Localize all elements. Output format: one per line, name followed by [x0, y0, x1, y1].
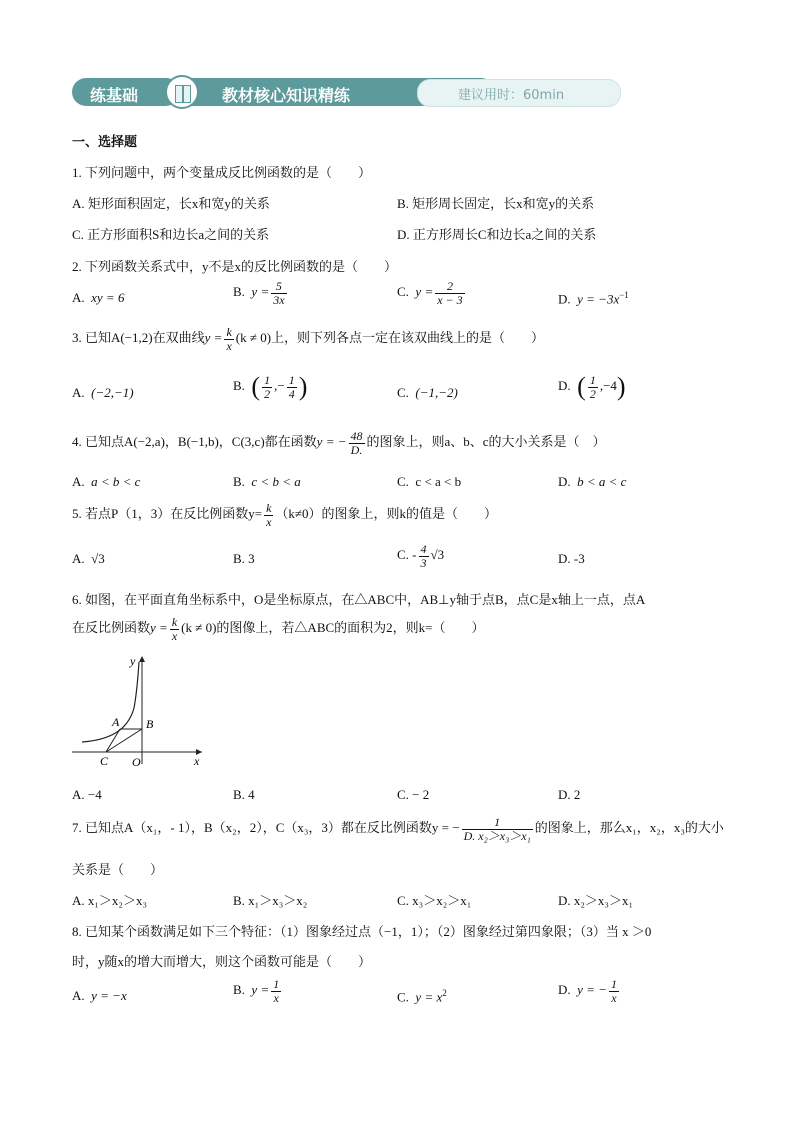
- q3-stem: 3. 已知A(−1,2)在双曲线y = $\frac{k}{x}$ (k ≠ 0)上，则下列各点一定在该双曲线上的是（ ）: [72, 325, 545, 353]
- q7-stem-cont: 关系是（ ）: [72, 862, 164, 877]
- q5-option-b: B. 3: [233, 551, 255, 566]
- q6-line2: 在反比例函数y = $\frac{k}{x}$ (k ≠ 0)的图像上，若△ABC的面积为2，则k=（ ）: [72, 615, 485, 643]
- q2-option-a: A. xy = 6: [72, 290, 125, 305]
- q1-option-a: A. 矩形面积固定，长x和宽y的关系: [72, 196, 270, 211]
- q7-option-c: C. x₃＞x₂＞x₁: [397, 893, 472, 908]
- q4-option-a: A. a < b < c: [72, 474, 141, 489]
- q5-option-d: D. -3: [558, 551, 585, 566]
- q6-line1: 6. 如图，在平面直角坐标系中，O是坐标原点，在△ABC中，AB⊥y轴于点B，点C是x轴上一点，点A: [72, 592, 646, 607]
- section-title: 一、选择题: [72, 135, 138, 150]
- label-o: O: [132, 755, 141, 769]
- q7-option-d: D. x₂＞x₃＞x₁: [558, 893, 633, 908]
- q3-option-c: C. (−1,−2): [397, 385, 458, 400]
- q5-stem: 5. 若点P（1，3）在反比例函数y= $\frac{k}{x}$ （k≠0）的图象上，则k的值是（ ）: [72, 501, 498, 529]
- q6-option-d: D. 2: [558, 787, 581, 802]
- q3-option-a: A. (−2,−1): [72, 385, 134, 400]
- q8-option-a: A. y = −x: [72, 988, 127, 1003]
- q3-option-b: B. ( $\frac{1}{2}$ ,− $\frac{1}{4}$ ): [233, 372, 308, 401]
- q8-line2: 时，y随x的增大而增大，则这个函数可能是（ ）: [72, 954, 372, 969]
- q8-line1: 8. 已知某个函数满足如下三个特征：（1）图象经过点（−1，1）；（2）图象经过第四象限；（3）当 x ＞0: [72, 924, 652, 939]
- q7-option-b: B. x₁＞x₃＞x₂: [233, 893, 308, 908]
- q5-option-c: C. - $\frac{4}{3}$ √3: [397, 542, 445, 570]
- q2-option-c: C. y = $\frac{2}{x - 3}$: [397, 279, 463, 307]
- q8-option-d: D. y = − $\frac{1}{x}$: [558, 977, 617, 1005]
- label-a: A: [112, 715, 120, 729]
- banner-title: 教材核心知识精练: [222, 86, 351, 105]
- segment-cb: [106, 729, 142, 752]
- q8-option-c: C. $y = x^2$: [397, 988, 447, 1005]
- q1-option-c: C. 正方形面积S和边长a之间的关系: [72, 227, 270, 242]
- y-axis-arrow: [139, 656, 145, 662]
- segment-ca: [106, 729, 120, 752]
- banner-left-label: 练基础: [90, 86, 139, 105]
- label-x: x: [194, 754, 200, 768]
- q3-option-d: D. ( $\frac{1}{2}$ ,−4): [558, 372, 626, 401]
- q1-option-b: B. 矩形周长固定，长x和宽y的关系: [397, 196, 595, 211]
- q2-option-d: D. $y = -3x^{-1}$: [558, 290, 629, 307]
- q1-option-d: D. 正方形周长C和边长a之间的关系: [397, 227, 597, 242]
- q4-stem: 4. 已知点A(−2,a)，B(−1,b)，C(3,c)都在函数y = − $\frac{48}{D.}$ 的图象上，则a、b、c的大小关系是（ ）: [72, 429, 606, 457]
- q2-option-b: B. y = $\frac{5}{3x}$: [233, 279, 285, 307]
- q1-stem: 1. 下列问题中，两个变量成反比例函数的是（ ）: [72, 165, 372, 180]
- q6-option-b: B. 4: [233, 787, 255, 802]
- book-icon: [165, 75, 199, 109]
- q7-stem: 7. 已知点A（x₁，- 1），B（x₂，2），C（x₃，3）都在反比例函数y = − $\frac{1}{\text{D. x₂＞x₃＞x₁}}$ 的图象上，那么x₁，x₂，x₃的大小: [72, 815, 724, 843]
- q4-option-d: D. b < a < c: [558, 474, 627, 489]
- q6-option-a: A. −4: [72, 787, 102, 802]
- q6-figure: [70, 652, 210, 772]
- q4-option-b: B. c < b < a: [233, 474, 301, 489]
- header-banner: [72, 75, 620, 109]
- q6-option-c: C. − 2: [397, 787, 430, 802]
- suggested-time: 建议用时：60min: [458, 88, 565, 103]
- label-b: B: [146, 717, 154, 731]
- q2-stem: 2. 下列函数关系式中，y不是x的反比例函数的是（ ）: [72, 259, 398, 274]
- hyperbola-curve: [82, 662, 139, 742]
- q8-option-b: B. y = $\frac{1}{x}$: [233, 977, 280, 1005]
- label-y: y: [130, 654, 136, 668]
- label-c: C: [100, 754, 109, 768]
- q7-option-a: A. x₁＞x₂＞x₃: [72, 893, 147, 908]
- q5-option-a: A. √3: [72, 551, 105, 566]
- q4-option-c: C. c < a < b: [397, 474, 462, 489]
